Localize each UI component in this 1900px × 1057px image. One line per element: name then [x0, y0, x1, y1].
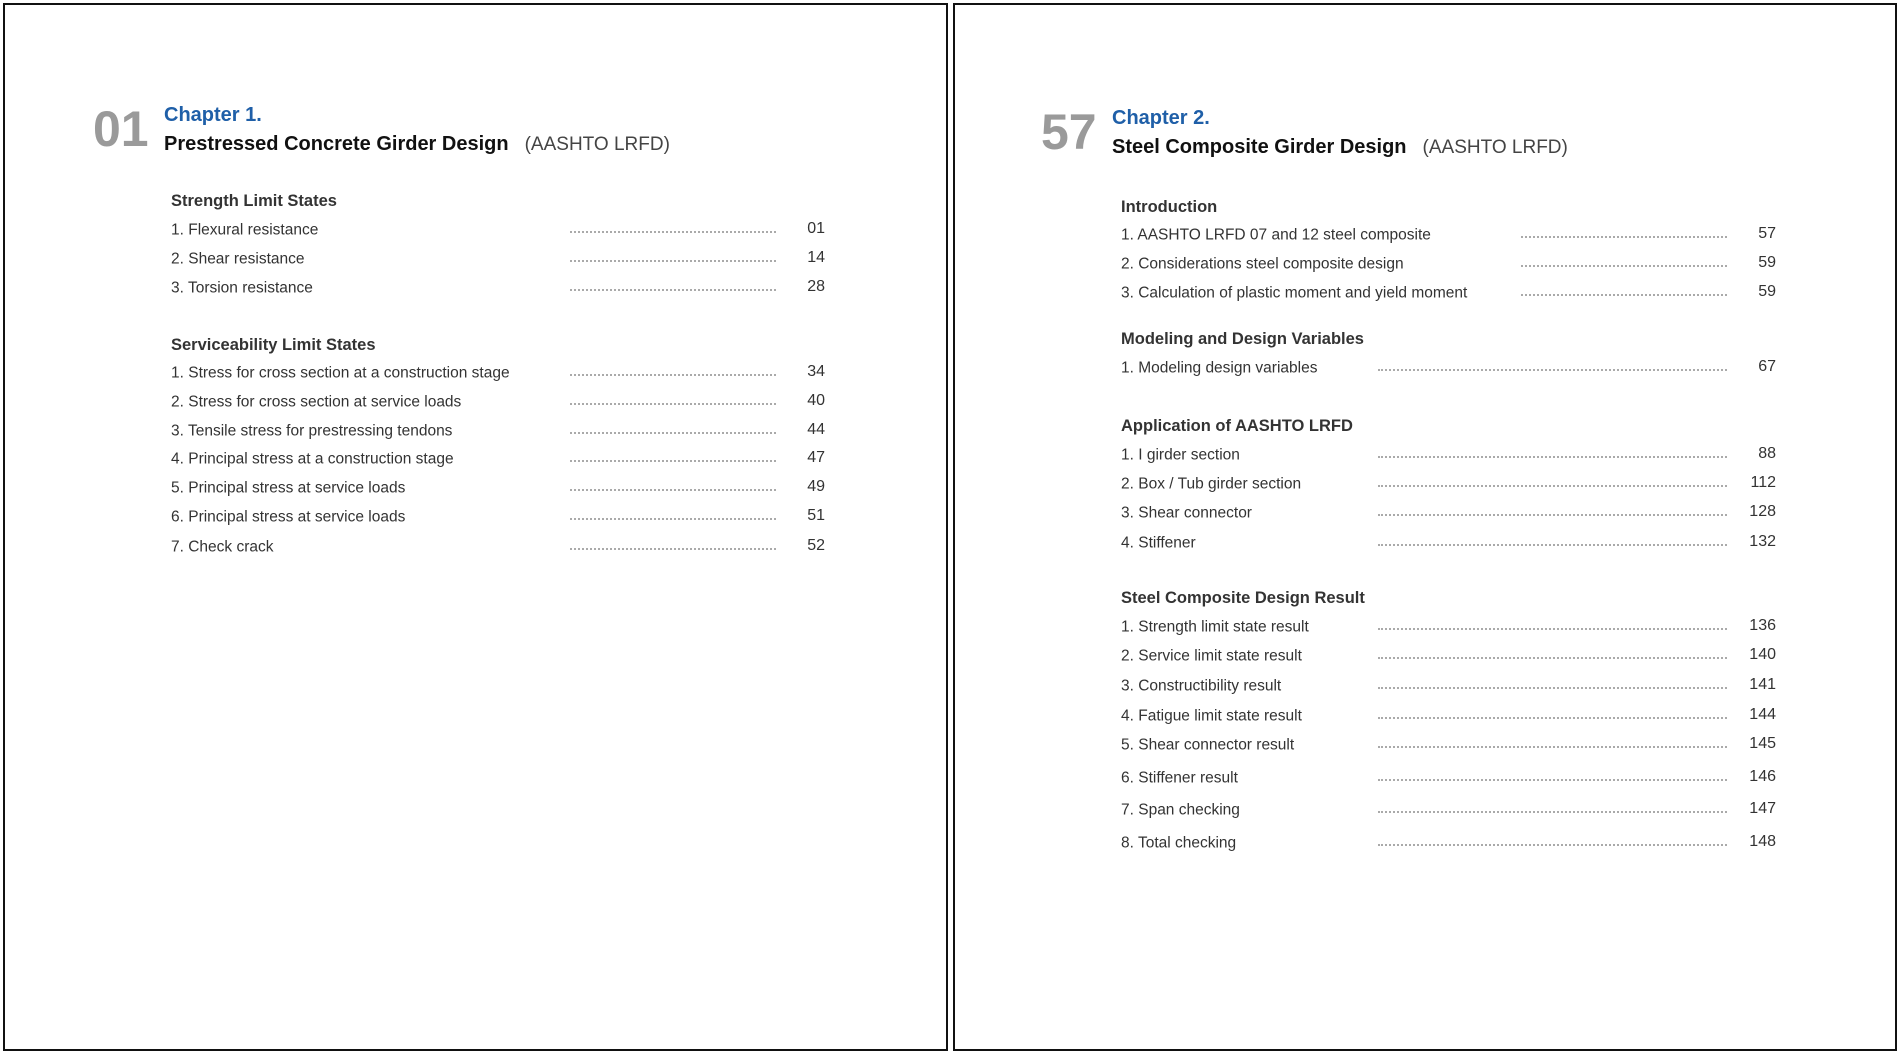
- toc-entry-label[interactable]: 4. Stiffener: [1121, 534, 1196, 552]
- toc-entry-page-number[interactable]: 112: [1750, 474, 1776, 491]
- section-heading: Introduction: [1121, 197, 1218, 216]
- toc-entry-label[interactable]: 5. Principal stress at service loads: [171, 479, 406, 497]
- toc-entry-label[interactable]: 2. Shear resistance: [171, 250, 305, 268]
- dot-leader: [1521, 294, 1727, 296]
- toc-entry-label[interactable]: 3. Calculation of plastic moment and yield moment: [1121, 284, 1468, 302]
- toc-entry-label[interactable]: 1. Modeling design variables: [1121, 359, 1318, 377]
- section-heading: Modeling and Design Variables: [1121, 329, 1364, 348]
- chapter-label: Chapter 1.: [164, 104, 262, 126]
- toc-entry-label[interactable]: 4. Fatigue limit state result: [1121, 707, 1302, 725]
- chapter-start-page-number: 01: [93, 101, 149, 157]
- dot-leader: [570, 403, 776, 405]
- toc-entry-label[interactable]: 5. Shear connector result: [1121, 736, 1295, 754]
- toc-entry-page-number[interactable]: 136: [1749, 617, 1776, 634]
- dot-leader: [570, 289, 776, 291]
- toc-entry-page-number[interactable]: 141: [1749, 676, 1776, 693]
- toc-entry-page-number[interactable]: 47: [807, 449, 825, 466]
- chapter-title: [1112, 137, 1568, 157]
- dot-leader: [570, 260, 776, 262]
- toc-entry-page-number[interactable]: 132: [1749, 533, 1776, 550]
- toc-entry-page-number[interactable]: 144: [1749, 706, 1776, 723]
- toc-entry-page-number[interactable]: 128: [1749, 503, 1776, 520]
- toc-entry-page-number[interactable]: 57: [1758, 225, 1776, 242]
- dot-leader: [1378, 779, 1727, 781]
- toc-entry-page-number[interactable]: 88: [1758, 445, 1776, 462]
- dot-leader: [1378, 628, 1727, 630]
- toc-entry-label[interactable]: 2. Considerations steel composite design: [1121, 255, 1404, 273]
- toc-entry-page-number[interactable]: 140: [1749, 646, 1776, 663]
- toc-entry-page-number[interactable]: 28: [807, 278, 825, 295]
- dot-leader: [570, 432, 776, 434]
- dot-leader: [570, 374, 776, 376]
- chapter-title: [164, 134, 670, 154]
- toc-entry-label[interactable]: 1. I girder section: [1121, 446, 1240, 464]
- toc-entry-page-number[interactable]: 52: [807, 537, 825, 554]
- chapter-start-page-number: 57: [1041, 104, 1097, 160]
- dot-leader: [1378, 544, 1727, 546]
- toc-entry-page-number[interactable]: 145: [1749, 735, 1776, 752]
- dot-leader: [1378, 717, 1727, 719]
- toc-entry-page-number[interactable]: 146: [1749, 768, 1776, 785]
- toc-entry-label[interactable]: 3. Tensile stress for prestressing tendons: [171, 422, 453, 440]
- toc-entry-label[interactable]: 2. Service limit state result: [1121, 647, 1302, 665]
- toc-entry-page-number[interactable]: 14: [807, 249, 825, 266]
- toc-page-chapter-1: [3, 3, 948, 1051]
- toc-entry-page-number[interactable]: 49: [807, 478, 825, 495]
- section-heading: Application of AASHTO LRFD: [1121, 416, 1353, 435]
- dot-leader: [570, 489, 776, 491]
- toc-entry-label[interactable]: 3. Constructibility result: [1121, 677, 1282, 695]
- toc-entry-label[interactable]: 3. Torsion resistance: [171, 279, 313, 297]
- dot-leader: [1378, 844, 1727, 846]
- chapter-standard: (AASHTO LRFD): [524, 134, 670, 155]
- chapter-label: Chapter 2.: [1112, 107, 1210, 129]
- toc-entry-page-number[interactable]: 67: [1758, 358, 1776, 375]
- dot-leader: [1378, 485, 1727, 487]
- section-heading: Steel Composite Design Result: [1121, 588, 1365, 607]
- dot-leader: [1378, 657, 1727, 659]
- dot-leader: [1378, 514, 1727, 516]
- dot-leader: [1378, 369, 1727, 371]
- chapter-standard: (AASHTO LRFD): [1422, 137, 1568, 158]
- dot-leader: [570, 460, 776, 462]
- dot-leader: [1521, 265, 1727, 267]
- toc-entry-page-number[interactable]: 59: [1758, 283, 1776, 300]
- toc-entry-label[interactable]: 7. Check crack: [171, 538, 274, 556]
- toc-entry-label[interactable]: 1. AASHTO LRFD 07 and 12 steel composite: [1121, 226, 1431, 244]
- toc-entry-label[interactable]: 6. Stiffener result: [1121, 769, 1238, 787]
- toc-page-chapter-2: [953, 3, 1897, 1051]
- toc-entry-label[interactable]: 3. Shear connector: [1121, 504, 1252, 522]
- toc-entry-page-number[interactable]: 51: [807, 507, 825, 524]
- toc-entry-page-number[interactable]: 148: [1749, 833, 1776, 850]
- dot-leader: [570, 518, 776, 520]
- toc-entry-label[interactable]: 8. Total checking: [1121, 834, 1237, 852]
- toc-entry-page-number[interactable]: 40: [807, 392, 825, 409]
- toc-entry-page-number[interactable]: 147: [1749, 800, 1776, 817]
- dot-leader: [1378, 456, 1727, 458]
- toc-entry-page-number[interactable]: 44: [807, 421, 825, 438]
- dot-leader: [1378, 687, 1727, 689]
- toc-entry-label[interactable]: 1. Flexural resistance: [171, 221, 319, 239]
- toc-entry-label[interactable]: 7. Span checking: [1121, 801, 1240, 819]
- section-heading: Strength Limit States: [171, 191, 337, 210]
- toc-entry-label[interactable]: 6. Principal stress at service loads: [171, 508, 406, 526]
- toc-entry-page-number[interactable]: 01: [807, 220, 825, 237]
- chapter-title-text: Prestressed Concrete Girder Design: [164, 133, 509, 155]
- toc-entry-label[interactable]: 2. Box / Tub girder section: [1121, 475, 1302, 493]
- toc-entry-page-number[interactable]: 59: [1758, 254, 1776, 271]
- dot-leader: [570, 548, 776, 550]
- section-heading: Serviceability Limit States: [171, 335, 376, 354]
- toc-entry-page-number[interactable]: 34: [807, 363, 825, 380]
- chapter-title-text: Steel Composite Girder Design: [1112, 136, 1407, 158]
- toc-entry-label[interactable]: 4. Principal stress at a construction stage: [171, 450, 454, 468]
- dot-leader: [1378, 811, 1727, 813]
- dot-leader: [1378, 746, 1727, 748]
- dot-leader: [570, 231, 776, 233]
- toc-entry-label[interactable]: 2. Stress for cross section at service loads: [171, 393, 462, 411]
- dot-leader: [1521, 236, 1727, 238]
- toc-entry-label[interactable]: 1. Strength limit state result: [1121, 618, 1309, 636]
- toc-entry-label[interactable]: 1. Stress for cross section at a construction stage: [171, 364, 510, 382]
